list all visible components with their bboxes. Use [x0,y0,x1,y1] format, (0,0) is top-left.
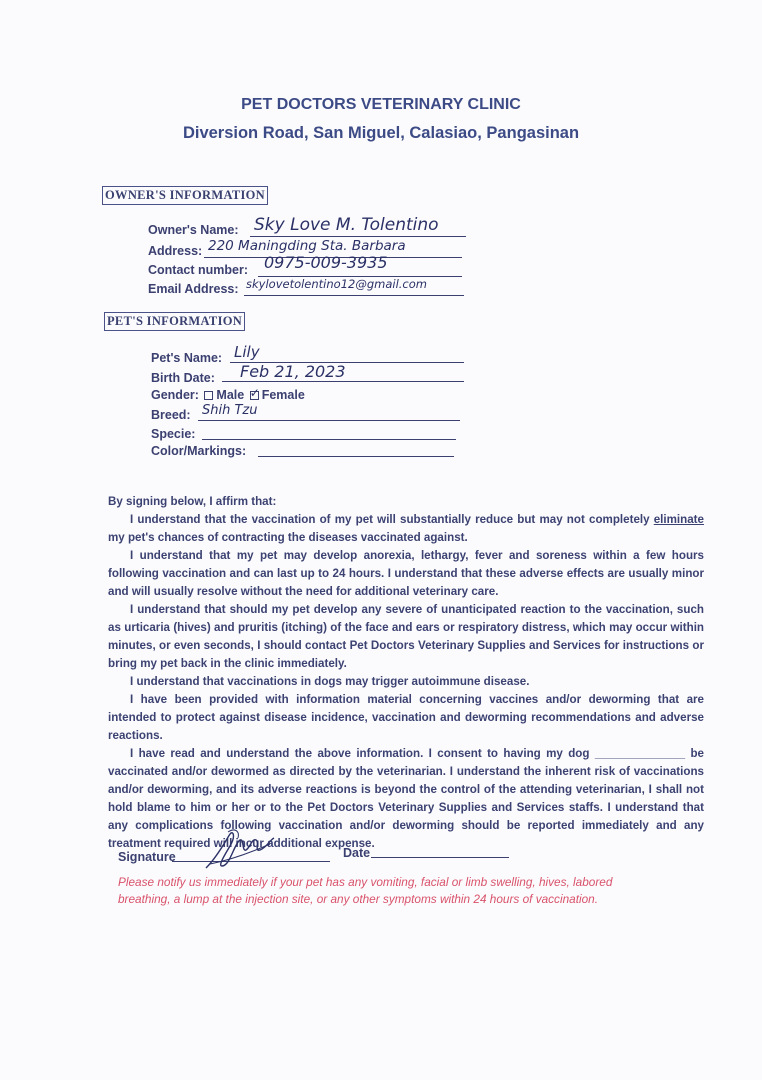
pet-specie-line[interactable] [202,439,456,440]
pet-color-label: Color/Markings: [151,444,247,458]
owner-name-label: Owner's Name: [148,223,239,237]
owner-contact-value[interactable]: 0975-009-3935 [264,253,388,272]
pet-specie-label: Specie: [151,427,196,441]
pet-section-title: PET'S INFORMATION [104,312,245,331]
pet-name-value[interactable]: Lily [234,343,260,361]
consent-p4: I understand that vaccinations in dogs may trigger autoimmune disease. [130,675,530,688]
pet-gender-row [151,388,305,402]
signature-label: Signature [118,850,176,864]
consent-text [108,493,704,853]
consent-p2: I understand that my pet may develop anorexia, lethargy, fever and soreness within a few hours following vaccination and can last up to 24 hours. I understand that these adverse effects are usually minor and will usually resolve without the need for additional veterinary care. [108,549,704,598]
owner-section-title: OWNER'S INFORMATION [102,186,268,205]
check-mark-icon: ✓ [249,386,260,401]
male-option-label: Male [216,388,245,402]
owner-address-label: Address: [148,244,203,258]
consent-p1: I understand that the vaccination of my pet will substantially reduce but may not completely eliminate my pet's chances of contracting the diseases vaccinated against. [108,513,704,544]
consent-p3: I understand that should my pet develop any severe of unanticipated reaction to the vaccination, such as urticaria (hives) and pruritis (itching) of the face and ears or respiratory distress, which may occur within minutes, or even seconds, I should contact Pet Doctors Veterinary Supplies and Services for instructions or bring my pet back in the clinic immediately. [108,603,704,670]
female-checkbox[interactable] [249,386,260,401]
pet-birth-line [222,381,464,382]
owner-contact-label: Contact number: [148,263,248,277]
pet-breed-value[interactable]: Shih Tzu [202,403,258,418]
pet-gender-label: Gender: [151,388,199,402]
owner-name-line [250,236,466,237]
owner-address-value[interactable]: 220 Maningding Sta. Barbara [208,238,406,254]
date-label: Date [343,846,371,860]
date-line[interactable] [371,857,509,858]
pet-breed-line [198,420,460,421]
owner-email-value[interactable]: skylovetolentino12@gmail.com [246,277,427,291]
pet-name-label: Pet's Name: [151,351,223,365]
female-option-label: Female [261,388,305,402]
pet-color-line[interactable] [258,456,454,457]
pet-birth-value[interactable]: Feb 21, 2023 [240,362,346,381]
pet-breed-label: Breed: [151,408,191,422]
owner-email-label: Email Address: [148,282,239,296]
consent-p6: I have read and understand the above information. I consent to having my dog ______________ be vaccinated and/or dewormed as directed by the veterinarian. I understand the inherent risk of vaccinations and/or deworming, and its adverse reactions is beyond the control of the attending veterinarian, I shall not hold blame to him or her or to the Pet Doctors Veterinary Supplies and Services staffs. I understand that any complications following vaccination and/or deworming should be reported immediately and any treatment required will incur additional expense. [108,747,704,850]
notice-text: Please notify us immediately if your pet has any vomiting, facial or limb swelling, hives, labored breathing, a lump at the injection site, or any other symptoms within 24 hours of vaccination. [118,875,613,906]
pet-birth-label: Birth Date: [151,371,215,385]
consent-p5: I have been provided with information material concerning vaccines and/or deworming that are intended to protect against disease incidence, vaccination and deworming recommendations and adverse reactions. [108,693,704,742]
clinic-address: Diversion Road, San Miguel, Calasiao, Pangasinan [182,124,580,142]
owner-email-line [244,295,464,296]
clinic-name: PET DOCTORS VETERINARY CLINIC [241,96,521,113]
owner-name-value[interactable]: Sky Love M. Tolentino [254,215,439,235]
consent-intro: By signing below, I affirm that: [108,495,277,508]
handwritten-signature [200,826,280,876]
male-checkbox[interactable] [204,391,213,400]
